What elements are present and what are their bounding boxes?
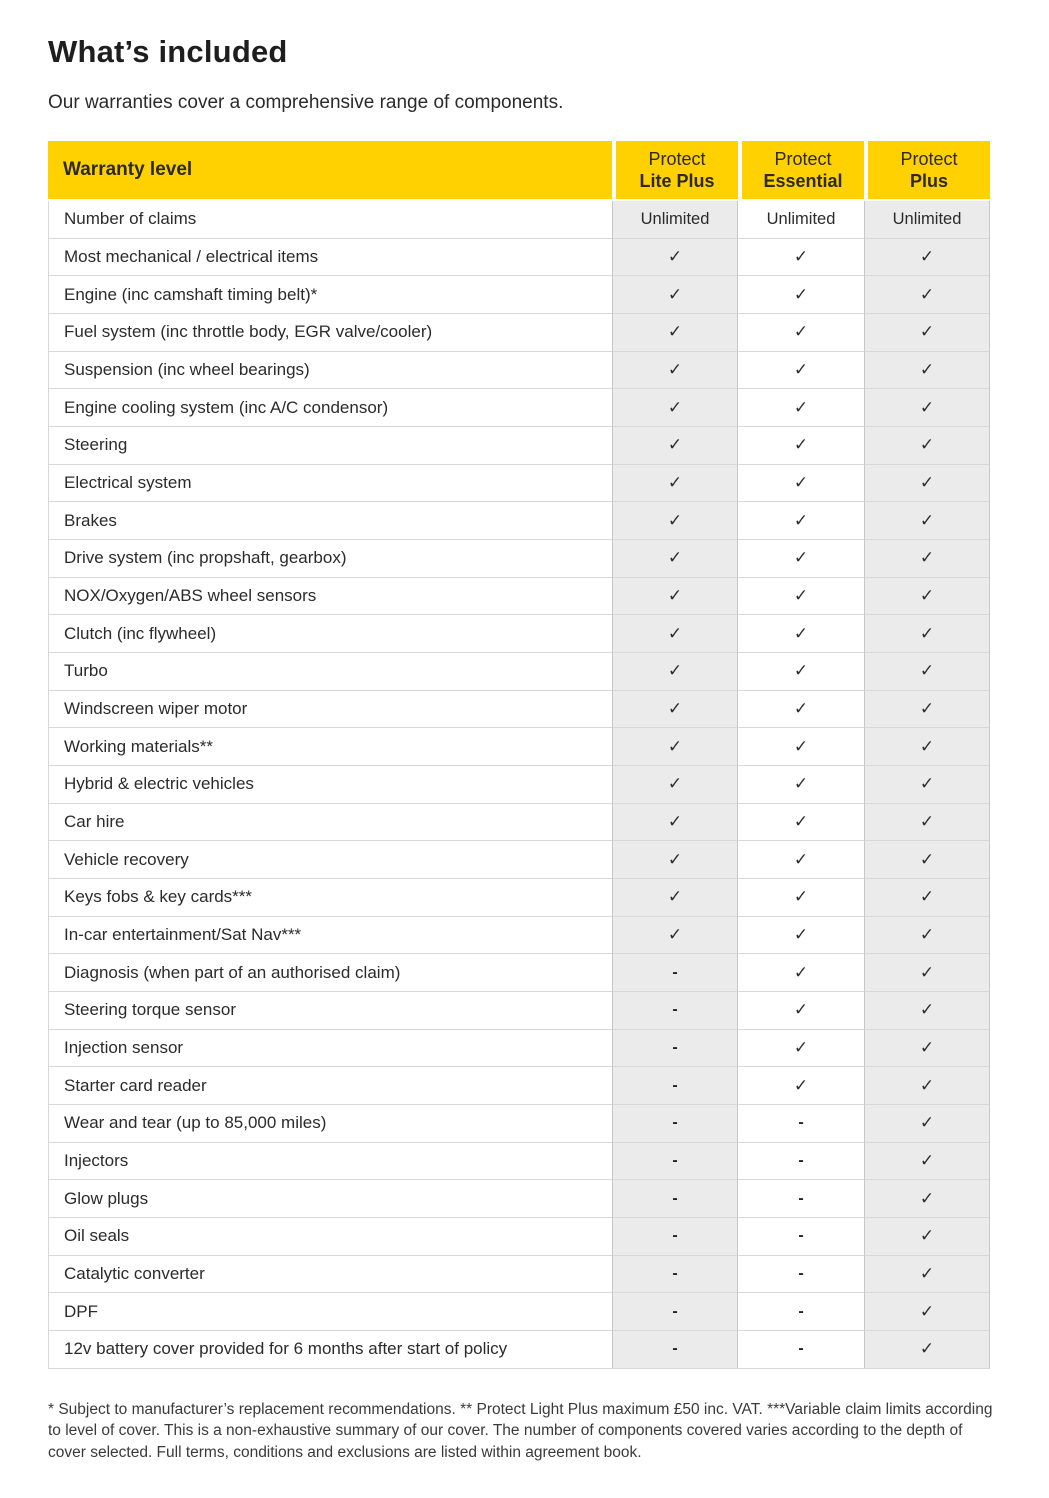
cell-protect-essential: ✓ bbox=[738, 804, 864, 842]
cell-protect-lite-plus: ✓ bbox=[612, 766, 738, 804]
cell-protect-lite-plus: ✓ bbox=[612, 276, 738, 314]
table-row bbox=[48, 1143, 990, 1181]
cell-protect-plus: ✓ bbox=[864, 841, 990, 879]
cell-protect-essential: ✓ bbox=[738, 239, 864, 277]
cell-protect-lite-plus: ✓ bbox=[612, 804, 738, 842]
cell-protect-essential: ✓ bbox=[738, 1067, 864, 1105]
table-row bbox=[48, 352, 990, 390]
row-label: Turbo bbox=[48, 653, 612, 691]
cell-protect-lite-plus: ✓ bbox=[612, 540, 738, 578]
table-row bbox=[48, 954, 990, 992]
column-header-protect-plus bbox=[864, 141, 990, 199]
table-row bbox=[48, 1256, 990, 1294]
row-label: Starter card reader bbox=[48, 1067, 612, 1105]
cell-protect-essential: ✓ bbox=[738, 728, 864, 766]
cell-protect-plus: ✓ bbox=[864, 804, 990, 842]
cell-protect-essential: ✓ bbox=[738, 540, 864, 578]
cell-protect-plus: ✓ bbox=[864, 540, 990, 578]
cell-protect-lite-plus: ✓ bbox=[612, 691, 738, 729]
cell-protect-lite-plus: ✓ bbox=[612, 879, 738, 917]
cell-protect-plus: Unlimited bbox=[864, 201, 990, 239]
table-row bbox=[48, 766, 990, 804]
column-header-brand: Protect bbox=[900, 149, 958, 169]
table-row bbox=[48, 1180, 990, 1218]
cell-protect-plus: ✓ bbox=[864, 917, 990, 955]
row-label: Glow plugs bbox=[48, 1180, 612, 1218]
cell-protect-lite-plus: ✓ bbox=[612, 314, 738, 352]
row-label: Oil seals bbox=[48, 1218, 612, 1256]
cell-protect-plus: ✓ bbox=[864, 954, 990, 992]
cell-protect-plus: ✓ bbox=[864, 1331, 990, 1369]
row-label: Drive system (inc propshaft, gearbox) bbox=[48, 540, 612, 578]
cell-protect-essential: ✓ bbox=[738, 276, 864, 314]
cell-protect-essential: ✓ bbox=[738, 615, 864, 653]
row-label: Number of claims bbox=[48, 201, 612, 239]
column-header-protect-essential bbox=[738, 141, 864, 199]
column-header-tier: Lite Plus bbox=[639, 171, 715, 191]
cell-protect-plus: ✓ bbox=[864, 239, 990, 277]
cell-protect-lite-plus: - bbox=[612, 1143, 738, 1181]
cell-protect-lite-plus: ✓ bbox=[612, 653, 738, 691]
table-header-row bbox=[48, 141, 990, 199]
cell-protect-lite-plus: - bbox=[612, 1105, 738, 1143]
table-row bbox=[48, 314, 990, 352]
table-row bbox=[48, 276, 990, 314]
cell-protect-plus: ✓ bbox=[864, 352, 990, 390]
cell-protect-essential: ✓ bbox=[738, 314, 864, 352]
footnote-text: * Subject to manufacturer’s replacement recommendations. ** Protect Light Plus maximum £50 inc. VAT. ***Variable claim limits according to level of cover. This is a non-exhaustive summary of our cover. The number of components covered varies according to the depth of cover selected. Full terms, conditions and exclusions are listed within agreement book. bbox=[48, 1400, 993, 1461]
cell-protect-lite-plus: - bbox=[612, 992, 738, 1030]
table-row bbox=[48, 578, 990, 616]
warranty-level-header bbox=[48, 141, 612, 199]
table-row bbox=[48, 502, 990, 540]
row-label: Diagnosis (when part of an authorised claim) bbox=[48, 954, 612, 992]
cell-protect-lite-plus: - bbox=[612, 1218, 738, 1256]
cell-protect-plus: ✓ bbox=[864, 314, 990, 352]
cell-protect-essential: - bbox=[738, 1331, 864, 1369]
page-title: What’s included bbox=[48, 34, 288, 69]
table-row bbox=[48, 465, 990, 503]
row-label: Working materials** bbox=[48, 728, 612, 766]
column-header-brand: Protect bbox=[648, 149, 706, 169]
cell-protect-plus: ✓ bbox=[864, 615, 990, 653]
cell-protect-plus: ✓ bbox=[864, 1218, 990, 1256]
cell-protect-essential: ✓ bbox=[738, 389, 864, 427]
cell-protect-lite-plus: ✓ bbox=[612, 841, 738, 879]
row-label: Vehicle recovery bbox=[48, 841, 612, 879]
table-row bbox=[48, 1105, 990, 1143]
row-label: Keys fobs & key cards*** bbox=[48, 879, 612, 917]
row-label: Brakes bbox=[48, 502, 612, 540]
cell-protect-essential: - bbox=[738, 1105, 864, 1143]
cell-protect-lite-plus: Unlimited bbox=[612, 201, 738, 239]
cell-protect-lite-plus: - bbox=[612, 954, 738, 992]
table-row bbox=[48, 389, 990, 427]
column-header-protect-lite-plus bbox=[612, 141, 738, 199]
warranty-level-header-label: Warranty level bbox=[63, 159, 193, 180]
cell-protect-lite-plus: ✓ bbox=[612, 615, 738, 653]
row-label: Engine (inc camshaft timing belt)* bbox=[48, 276, 612, 314]
cell-protect-essential: ✓ bbox=[738, 917, 864, 955]
table-row bbox=[48, 917, 990, 955]
cell-protect-plus: ✓ bbox=[864, 728, 990, 766]
cell-protect-essential: ✓ bbox=[738, 954, 864, 992]
cell-protect-lite-plus: ✓ bbox=[612, 578, 738, 616]
cell-protect-plus: ✓ bbox=[864, 653, 990, 691]
cell-protect-plus: ✓ bbox=[864, 427, 990, 465]
row-label: Wear and tear (up to 85,000 miles) bbox=[48, 1105, 612, 1143]
row-label: Windscreen wiper motor bbox=[48, 691, 612, 729]
cell-protect-essential: ✓ bbox=[738, 465, 864, 503]
table-row bbox=[48, 615, 990, 653]
cell-protect-plus: ✓ bbox=[864, 766, 990, 804]
cell-protect-lite-plus: ✓ bbox=[612, 352, 738, 390]
table-row bbox=[48, 239, 990, 277]
cell-protect-plus: ✓ bbox=[864, 1143, 990, 1181]
cell-protect-essential: ✓ bbox=[738, 502, 864, 540]
row-label: In-car entertainment/Sat Nav*** bbox=[48, 917, 612, 955]
cell-protect-essential: - bbox=[738, 1218, 864, 1256]
cell-protect-essential: - bbox=[738, 1293, 864, 1331]
table-row bbox=[48, 1293, 990, 1331]
row-label: 12v battery cover provided for 6 months after start of policy bbox=[48, 1331, 612, 1369]
table-row bbox=[48, 728, 990, 766]
table-row bbox=[48, 841, 990, 879]
cell-protect-plus: ✓ bbox=[864, 276, 990, 314]
cell-protect-lite-plus: ✓ bbox=[612, 917, 738, 955]
column-header-tier: Plus bbox=[909, 171, 948, 191]
cell-protect-plus: ✓ bbox=[864, 502, 990, 540]
column-header-tier: Essential bbox=[763, 171, 843, 191]
cell-protect-essential: - bbox=[738, 1143, 864, 1181]
cell-protect-lite-plus: - bbox=[612, 1067, 738, 1105]
row-label: Electrical system bbox=[48, 465, 612, 503]
cell-protect-plus: ✓ bbox=[864, 1256, 990, 1294]
table-row bbox=[48, 992, 990, 1030]
cell-protect-lite-plus: ✓ bbox=[612, 728, 738, 766]
table-row bbox=[48, 427, 990, 465]
cell-protect-plus: ✓ bbox=[864, 1067, 990, 1105]
cell-protect-essential: ✓ bbox=[738, 653, 864, 691]
cell-protect-lite-plus: ✓ bbox=[612, 427, 738, 465]
cell-protect-lite-plus: - bbox=[612, 1293, 738, 1331]
cell-protect-lite-plus: - bbox=[612, 1256, 738, 1294]
cell-protect-plus: ✓ bbox=[864, 1293, 990, 1331]
cell-protect-plus: ✓ bbox=[864, 389, 990, 427]
cell-protect-essential: ✓ bbox=[738, 691, 864, 729]
cell-protect-essential: ✓ bbox=[738, 1030, 864, 1068]
cell-protect-lite-plus: - bbox=[612, 1331, 738, 1369]
row-label: Clutch (inc flywheel) bbox=[48, 615, 612, 653]
cell-protect-essential: ✓ bbox=[738, 841, 864, 879]
cell-protect-essential: ✓ bbox=[738, 879, 864, 917]
cell-protect-essential: ✓ bbox=[738, 578, 864, 616]
cell-protect-lite-plus: ✓ bbox=[612, 239, 738, 277]
cell-protect-plus: ✓ bbox=[864, 691, 990, 729]
table-row bbox=[48, 1218, 990, 1256]
cell-protect-essential: Unlimited bbox=[738, 201, 864, 239]
cell-protect-lite-plus: - bbox=[612, 1180, 738, 1218]
row-label: Steering bbox=[48, 427, 612, 465]
row-label: Car hire bbox=[48, 804, 612, 842]
table-body bbox=[48, 201, 990, 1369]
table-row bbox=[48, 804, 990, 842]
table-row bbox=[48, 879, 990, 917]
row-label: DPF bbox=[48, 1293, 612, 1331]
row-label: Engine cooling system (inc A/C condensor) bbox=[48, 389, 612, 427]
cell-protect-lite-plus: ✓ bbox=[612, 502, 738, 540]
cell-protect-lite-plus: ✓ bbox=[612, 389, 738, 427]
table-row bbox=[48, 1030, 990, 1068]
cell-protect-essential: ✓ bbox=[738, 766, 864, 804]
table-row bbox=[48, 1331, 990, 1369]
cell-protect-plus: ✓ bbox=[864, 992, 990, 1030]
cell-protect-plus: ✓ bbox=[864, 1030, 990, 1068]
cell-protect-lite-plus: ✓ bbox=[612, 465, 738, 503]
cell-protect-lite-plus: - bbox=[612, 1030, 738, 1068]
row-label: Steering torque sensor bbox=[48, 992, 612, 1030]
cell-protect-essential: ✓ bbox=[738, 427, 864, 465]
cell-protect-plus: ✓ bbox=[864, 879, 990, 917]
table-row bbox=[48, 540, 990, 578]
cell-protect-essential: ✓ bbox=[738, 992, 864, 1030]
warranty-comparison-table bbox=[48, 141, 990, 1369]
table-row bbox=[48, 201, 990, 239]
table-row bbox=[48, 691, 990, 729]
row-label: Most mechanical / electrical items bbox=[48, 239, 612, 277]
cell-protect-plus: ✓ bbox=[864, 465, 990, 503]
page-subtitle: Our warranties cover a comprehensive range of components. bbox=[48, 92, 564, 113]
row-label: Injection sensor bbox=[48, 1030, 612, 1068]
cell-protect-plus: ✓ bbox=[864, 578, 990, 616]
row-label: NOX/Oxygen/ABS wheel sensors bbox=[48, 578, 612, 616]
cell-protect-plus: ✓ bbox=[864, 1105, 990, 1143]
cell-protect-essential: - bbox=[738, 1180, 864, 1218]
row-label: Fuel system (inc throttle body, EGR valve/cooler) bbox=[48, 314, 612, 352]
row-label: Suspension (inc wheel bearings) bbox=[48, 352, 612, 390]
table-row bbox=[48, 1067, 990, 1105]
cell-protect-essential: ✓ bbox=[738, 352, 864, 390]
row-label: Injectors bbox=[48, 1143, 612, 1181]
row-label: Hybrid & electric vehicles bbox=[48, 766, 612, 804]
row-label: Catalytic converter bbox=[48, 1256, 612, 1294]
column-header-brand: Protect bbox=[774, 149, 832, 169]
cell-protect-plus: ✓ bbox=[864, 1180, 990, 1218]
cell-protect-essential: - bbox=[738, 1256, 864, 1294]
table-row bbox=[48, 653, 990, 691]
